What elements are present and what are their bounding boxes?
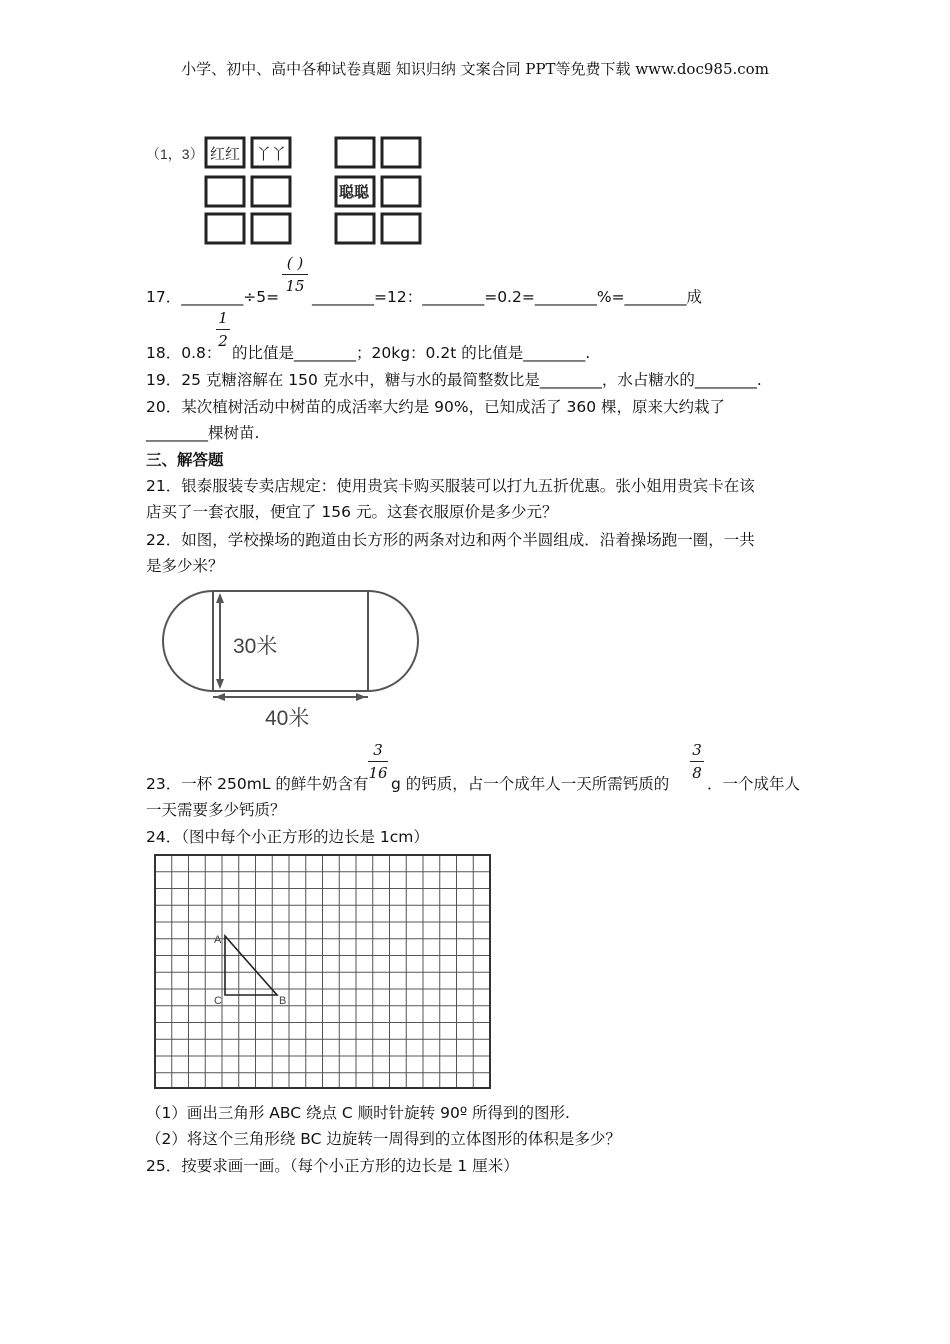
question-23: 23．一杯 250mL 的鲜牛奶含有 bbox=[146, 775, 369, 793]
question-19: 19．25 克糖溶解在 150 克水中，糖与水的最简整数比是________，水占糖水的________. bbox=[146, 371, 762, 389]
track-figure bbox=[155, 585, 425, 735]
cell-ya: 丫丫 bbox=[256, 146, 287, 163]
q23-fraction-2: 3 8 bbox=[690, 741, 704, 782]
question-17-rest: ________=12：________=0.2=________%=________成 bbox=[312, 288, 703, 306]
section-title: 三、解答题 bbox=[146, 451, 224, 469]
arrowhead-right bbox=[356, 693, 366, 701]
question-21-line2: 店买了一套衣服，便宜了 156 元。这套衣服原价是多少元？ bbox=[146, 503, 558, 521]
question-23-line2: 一天需要多少钙质？ bbox=[146, 801, 286, 819]
question-22-line2: 是多少米？ bbox=[146, 557, 224, 575]
q23-fraction-1: 3 16 bbox=[368, 741, 388, 782]
question-25: 25．按要求画一画。（每个小正方形的边长是 1 厘米） bbox=[146, 1157, 519, 1175]
question-20-line1: 20．某次植树活动中树苗的成活率大约是 90%，已知成活了 360 棵，原来大约栽了 bbox=[146, 398, 726, 416]
question-20-line2: ________棵树苗. bbox=[146, 424, 260, 442]
track-width-label: 30米 bbox=[233, 635, 278, 658]
question-23-end: ．一个成年人 bbox=[707, 775, 801, 793]
q17-fraction: ( ) 15 bbox=[282, 254, 308, 295]
arrowhead-up bbox=[216, 593, 224, 603]
question-22-line1: 22．如图，学校操场的跑道由长方形的两条对边和两个半圆组成．沿着操场跑一圈，一共 bbox=[146, 531, 755, 549]
q18-fraction: 1 2 bbox=[216, 309, 230, 350]
question-24-sub2: （2）将这个三角形绕 BC 边旋转一周得到的立体图形的体积是多少？ bbox=[146, 1130, 621, 1148]
label-c: C bbox=[214, 995, 222, 1007]
label-b: B bbox=[279, 995, 287, 1007]
arrowhead-down bbox=[216, 679, 224, 689]
question-18-rest: 的比值是________；20kg：0.2t 的比值是________. bbox=[232, 344, 591, 362]
question-21-line1: 21．银泰服装专卖店规定：使用贵宾卡购买服装可以打九五折优惠。张小姐用贵宾卡在该 bbox=[146, 477, 755, 495]
seating-figure bbox=[140, 130, 440, 250]
track-length-label: 40米 bbox=[265, 707, 310, 730]
cell-cong: 聪聪 bbox=[339, 184, 370, 201]
cell-hong: 红红 bbox=[210, 146, 241, 163]
question-24-title: 24．（图中每个小正方形的边长是 1cm） bbox=[146, 828, 429, 846]
question-17: 17．________÷5= bbox=[146, 288, 280, 306]
grid-figure bbox=[150, 852, 495, 1092]
label-a: A bbox=[214, 934, 222, 946]
question-24-sub1: （1）画出三角形 ABC 绕点 C 顺时针旋转 90º 所得到的图形. bbox=[146, 1104, 570, 1122]
question-23-mid: g 的钙质，占一个成年人一天所需钙质的 bbox=[391, 775, 670, 793]
arrowhead-left bbox=[215, 693, 225, 701]
triangle-abc bbox=[225, 936, 277, 995]
question-18: 18．0.8： bbox=[146, 344, 222, 362]
fig16-label: （1，3） bbox=[146, 146, 204, 162]
page-header: 小学、初中、高中各种试卷真题 知识归纳 文案合同 PPT等免费下载 www.doc985.com bbox=[181, 60, 769, 78]
